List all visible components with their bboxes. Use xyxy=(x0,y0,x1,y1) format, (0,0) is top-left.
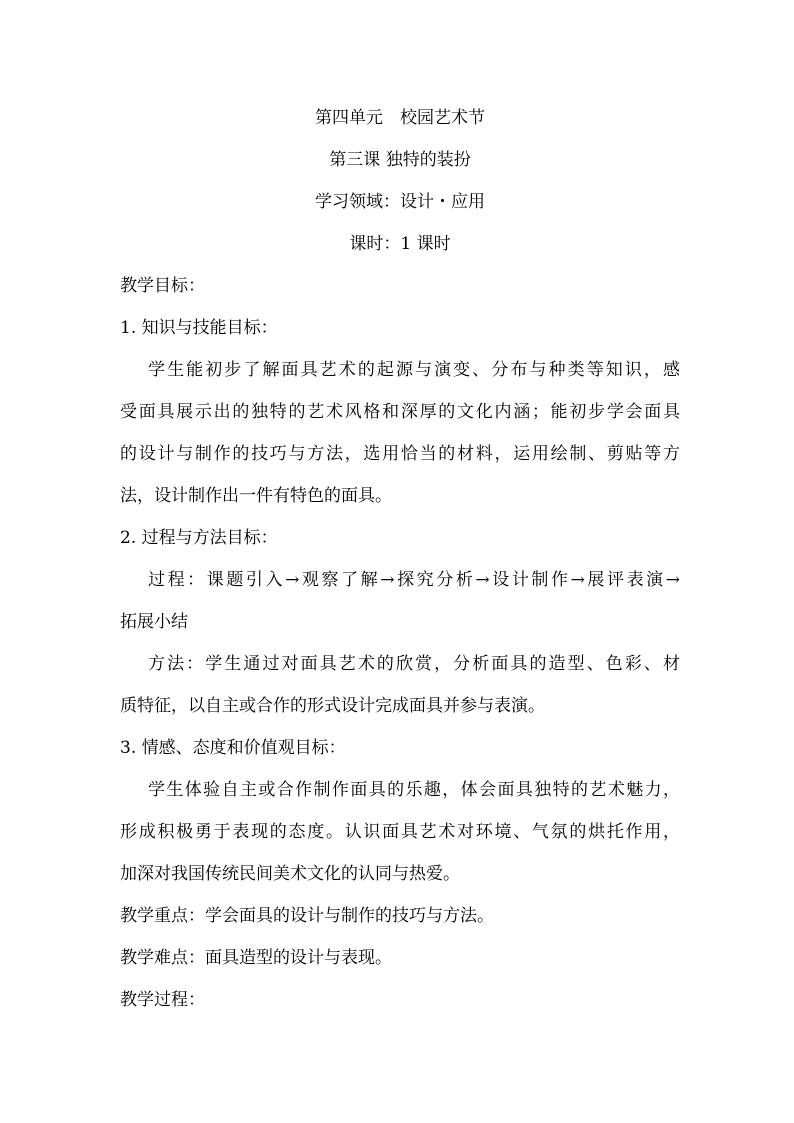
lesson-title: 第三课 独特的装扮 xyxy=(329,150,471,170)
paragraph-line: 的设计与制作的技巧与方法，选用恰当的材料，运用绘制、剪贴等方 xyxy=(120,444,680,464)
paragraph-line: 方法：学生通过对面具艺术的欣赏，分析面具的造型、色彩、材 xyxy=(148,654,680,674)
process-heading: 2. 过程与方法目标： xyxy=(120,528,278,548)
key-point: 教学重点：学会面具的设计与制作的技巧与方法。 xyxy=(120,906,494,926)
paragraph-line: 形成积极勇于表现的态度。认识面具艺术对环境、气氛的烘托作用， xyxy=(120,822,680,842)
period-label: 课时：1 课时 xyxy=(349,234,451,254)
paragraph-line: 过程：课题引入→观察了解→探究分析→设计制作→展评表演→ xyxy=(148,570,680,590)
teaching-process-heading: 教学过程： xyxy=(120,990,205,1010)
paragraph-line: 学生能初步了解面具艺术的起源与演变、分布与种类等知识，感 xyxy=(148,360,680,380)
paragraph-line: 加深对我国传统民间美术文化的认同与热爱。 xyxy=(120,864,460,884)
unit-title: 第四单元 校园艺术节 xyxy=(315,108,485,128)
knowledge-heading: 1. 知识与技能目标： xyxy=(120,318,278,338)
emotion-heading: 3. 情感、态度和价值观目标： xyxy=(120,738,346,758)
paragraph-line: 法，设计制作出一件有特色的面具。 xyxy=(120,486,392,506)
paragraph-line: 受面具展示出的独特的艺术风格和深厚的文化内涵；能初步学会面具 xyxy=(120,402,680,422)
paragraph-line: 质特征，以自主或合作的形式设计完成面具并参与表演。 xyxy=(120,696,545,716)
paragraph-line: 学生体验自主或合作制作面具的乐趣，体会面具独特的艺术魅力， xyxy=(148,780,680,800)
objectives-heading: 教学目标： xyxy=(120,276,205,296)
difficulty: 教学难点：面具造型的设计与表现。 xyxy=(120,948,392,968)
domain-label: 学习领域：设计・应用 xyxy=(315,192,485,212)
paragraph-line: 拓展小结 xyxy=(120,612,188,632)
